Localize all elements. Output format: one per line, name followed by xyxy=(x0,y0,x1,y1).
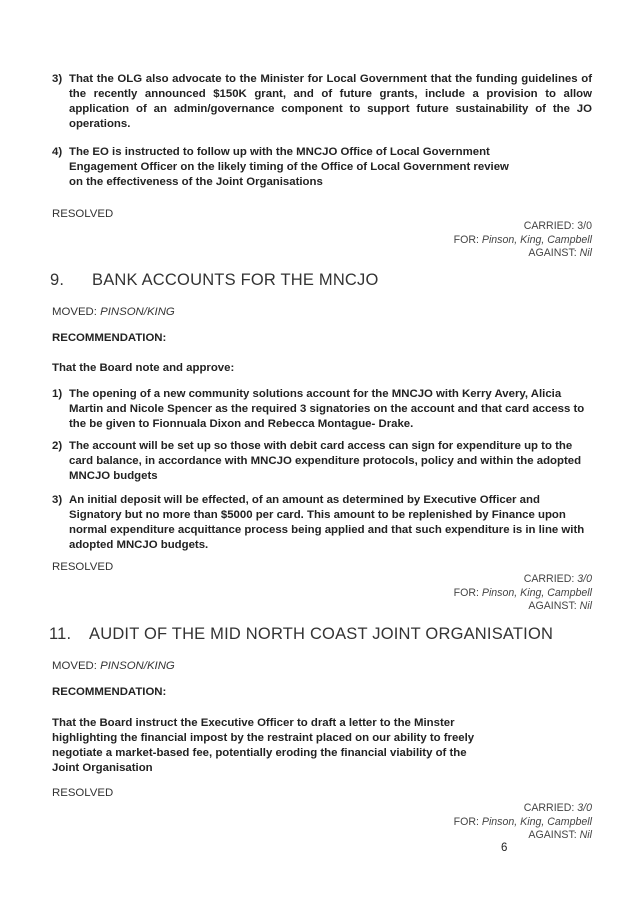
section-number: 9. xyxy=(50,271,65,289)
list-item-number: 2) xyxy=(52,440,63,452)
list-item xyxy=(52,493,592,553)
section-heading xyxy=(49,625,553,644)
for-value: Pinson, King, Campbell xyxy=(481,815,592,828)
vote-result xyxy=(454,802,592,843)
page-number: 6 xyxy=(501,842,508,854)
list-item-number: 4) xyxy=(52,146,63,158)
list-item-text: That the OLG also advocate to the Minister for Local Government that the funding guidelines of the recently announced $150K grant, and of future grants, include a provision to allow application of an admin/governance component to support future sustainability of the JO operations. xyxy=(69,73,592,130)
against-label: AGAINST: xyxy=(528,600,577,612)
list-item-text: The EO is instructed to follow up with the MNCJO Office of Local Government Engagement Officer on the likely timing of the Office of Local Government review on the effectiveness of the Joint Organisations xyxy=(69,146,509,188)
recommendation-text: That the Board instruct the Executive Officer to draft a letter to the Minster highlighting the financial impost by the restraint placed on our ability to freely negotiate a market-based fee, potentially eroding the financial viability of the Joint Organisation xyxy=(52,717,475,774)
against-value: Nil xyxy=(579,247,592,259)
carried-label: CARRIED: xyxy=(523,802,575,814)
list-item-text: The opening of a new community solutions account for the MNCJO with Kerry Avery, Alicia Martin and Nicole Spencer as the required 3 signatories on the account and that card access to the be given to Fionnuala Dixon and Rebecca Montague- Drake. xyxy=(69,388,585,430)
list-item xyxy=(52,439,592,484)
recommendation-intro: That the Board note and approve: xyxy=(52,362,235,374)
recommendation-heading: RECOMMENDATION: xyxy=(52,686,167,698)
for-label: FOR: xyxy=(453,815,479,828)
carried-value: 3/0 xyxy=(577,220,592,232)
list-item-number: 3) xyxy=(52,494,63,506)
list-item-number: 3) xyxy=(52,73,63,85)
against-label: AGAINST: xyxy=(528,829,577,841)
carried-label: CARRIED: xyxy=(523,220,575,232)
resolved-label: RESOLVED xyxy=(52,787,114,799)
list-item xyxy=(52,145,522,190)
list-item xyxy=(52,72,592,132)
list-item-number: 1) xyxy=(52,388,63,400)
list-item xyxy=(52,387,592,432)
moved-value: PINSON/KING xyxy=(100,660,175,672)
moved-line xyxy=(52,659,175,674)
against-label: AGAINST: xyxy=(528,247,577,259)
against-value: Nil xyxy=(579,600,592,612)
moved-label: MOVED: xyxy=(52,306,97,318)
moved-line xyxy=(52,305,175,320)
for-label: FOR: xyxy=(453,233,479,246)
resolved-label: RESOLVED xyxy=(52,561,114,573)
carried-value: 3/0 xyxy=(577,802,592,814)
for-value: Pinson, King, Campbell xyxy=(481,233,592,246)
section-heading xyxy=(50,271,379,290)
resolved-label: RESOLVED xyxy=(52,208,114,220)
carried-value: 3/0 xyxy=(577,573,592,585)
section-number: 11. xyxy=(49,625,72,643)
moved-value: PINSON/KING xyxy=(100,306,175,318)
for-value: Pinson, King, Campbell xyxy=(481,586,592,599)
list-item-text: The account will be set up so those with debit card access can sign for expenditure up to the card balance, in accordance with MNCJO expenditure protocols, policy and within the adopted MNCJO budgets xyxy=(69,440,582,482)
list-item-text: An initial deposit will be effected, of an amount as determined by Executive Officer and Signatory but no more than $5000 per card. This amount to be replenished by Finance upon normal expenditure acquittance process being applied and that such expenditure is in line with adopted MNCJO budgets. xyxy=(69,494,585,551)
carried-label: CARRIED: xyxy=(523,573,575,585)
moved-label: MOVED: xyxy=(52,660,97,672)
vote-result xyxy=(454,220,592,261)
against-value: Nil xyxy=(579,829,592,841)
vote-result xyxy=(454,573,592,614)
for-label: FOR: xyxy=(453,586,479,599)
section-title: BANK ACCOUNTS FOR THE MNCJO xyxy=(92,271,379,289)
recommendation-heading: RECOMMENDATION: xyxy=(52,332,167,344)
section-title: AUDIT OF THE MID NORTH COAST JOINT ORGANISATION xyxy=(89,625,554,643)
